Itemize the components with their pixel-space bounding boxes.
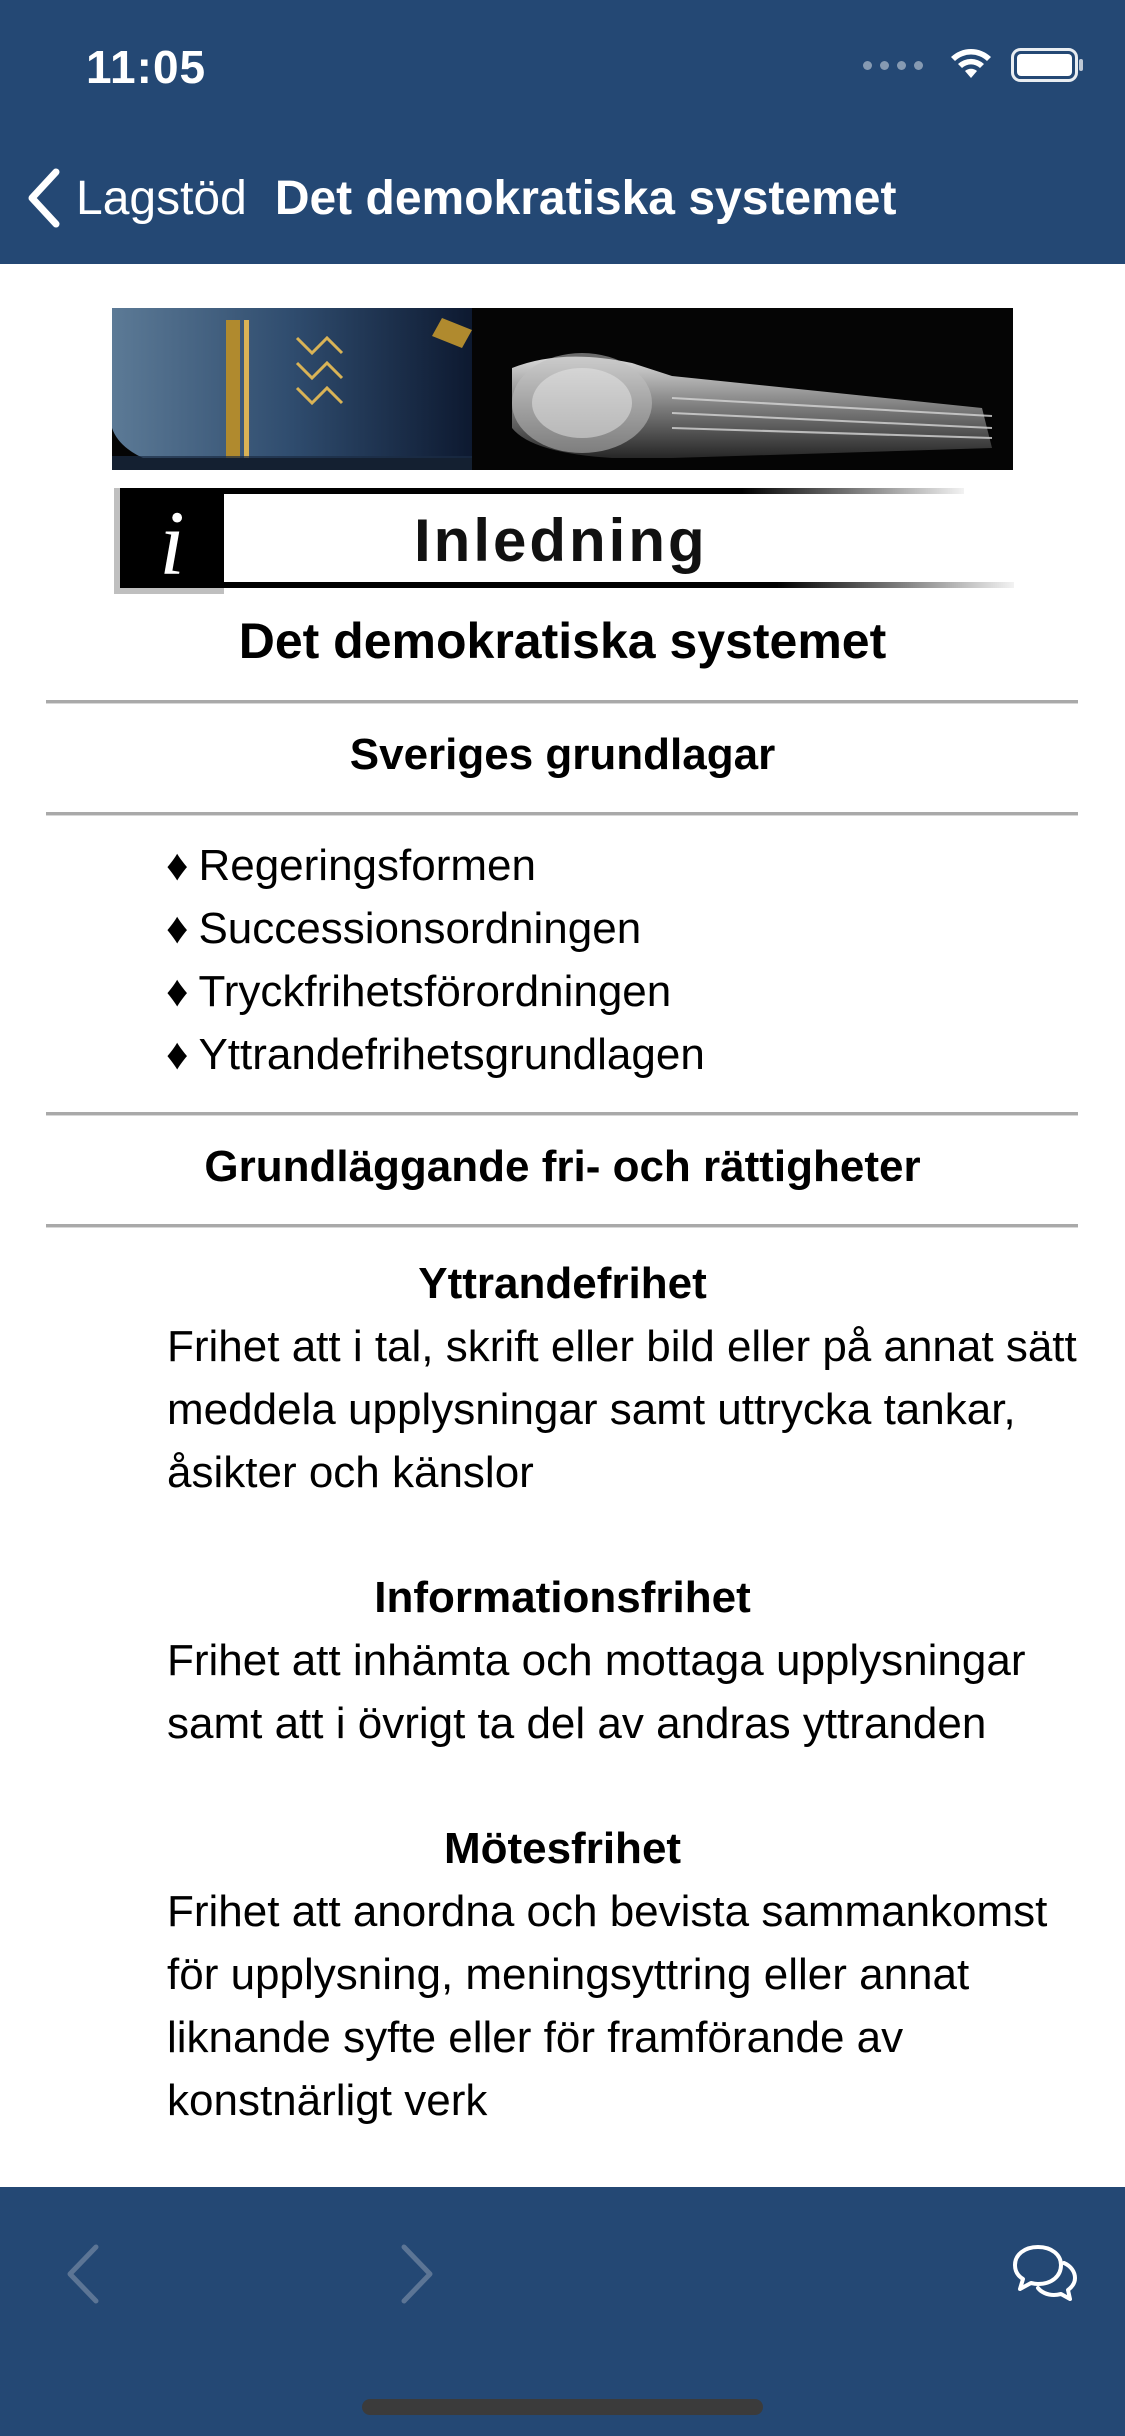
diamond-bullet-icon: ♦ <box>166 904 189 953</box>
constitution-list <box>166 834 705 1086</box>
diamond-bullet-icon: ♦ <box>166 967 189 1016</box>
content-area[interactable] <box>0 264 1125 2187</box>
bottom-toolbar <box>0 2187 1125 2436</box>
svg-text:i: i <box>159 492 185 594</box>
right-name: Informationsfrihet <box>374 1573 751 1622</box>
right-item <box>0 1817 1125 2132</box>
right-name: Yttrandefrihet <box>418 1259 707 1308</box>
right-description: Frihet att i tal, skrift eller bild eller på annat sätt meddela upplysningar samt uttrycka tankar, åsikter och känslor <box>167 1322 1077 1497</box>
cellular-signal-icon <box>863 61 923 70</box>
rights-list <box>0 1252 1125 2187</box>
chevron-left-icon <box>24 166 64 230</box>
list-item <box>166 960 705 1023</box>
chat-bubbles-icon[interactable] <box>1012 2243 1078 2303</box>
nav-title: Det demokratiska systemet <box>274 171 897 225</box>
top-bar <box>0 0 1125 264</box>
diamond-bullet-icon: ♦ <box>166 1030 189 1079</box>
right-name: Mötesfrihet <box>443 1824 682 1873</box>
right-item <box>0 1252 1125 1504</box>
list-item-label: Tryckfrihetsförordningen <box>198 967 672 1016</box>
intro-header-label: Inledning <box>414 507 708 574</box>
page-heading: Det demokratiska systemet <box>238 613 887 669</box>
divider <box>46 700 1078 704</box>
law-banner-image <box>112 308 1013 470</box>
divider <box>46 1112 1078 1116</box>
divider <box>46 1224 1078 1228</box>
chevron-left-icon[interactable] <box>58 2239 108 2309</box>
right-description: Frihet att anordna och bevista sammankomst för upplysning, meningsyttring eller annat liknande syfte eller för framförande av konstnärligt verk <box>167 1887 1048 2125</box>
navigation-row <box>0 160 1125 236</box>
back-button-label: Lagstöd <box>76 171 247 225</box>
intro-section-header <box>114 486 1014 596</box>
list-item <box>166 1023 705 1086</box>
list-item <box>166 897 705 960</box>
battery-icon <box>1011 48 1085 82</box>
list-item-label: Yttrandefrihetsgrundlagen <box>198 1030 705 1079</box>
right-description: Frihet att inhämta och mottaga upplysningar samt att i övrigt ta del av andras yttranden <box>167 1636 1026 1748</box>
home-indicator[interactable] <box>362 2399 763 2415</box>
wifi-icon <box>949 48 993 82</box>
status-icons <box>863 48 1085 82</box>
chevron-right-icon[interactable] <box>392 2239 442 2309</box>
section-title-constitution: Sveriges grundlagar <box>349 730 776 779</box>
diamond-bullet-icon: ♦ <box>166 841 189 890</box>
list-item-label: Successionsordningen <box>198 904 642 953</box>
section-title-rights: Grundläggande fri- och rättigheter <box>204 1142 921 1191</box>
right-item <box>0 1566 1125 1755</box>
status-time: 11:05 <box>86 41 207 93</box>
list-item <box>166 834 705 897</box>
back-button[interactable] <box>24 166 247 230</box>
list-item-label: Regeringsformen <box>198 841 536 890</box>
divider <box>46 812 1078 816</box>
